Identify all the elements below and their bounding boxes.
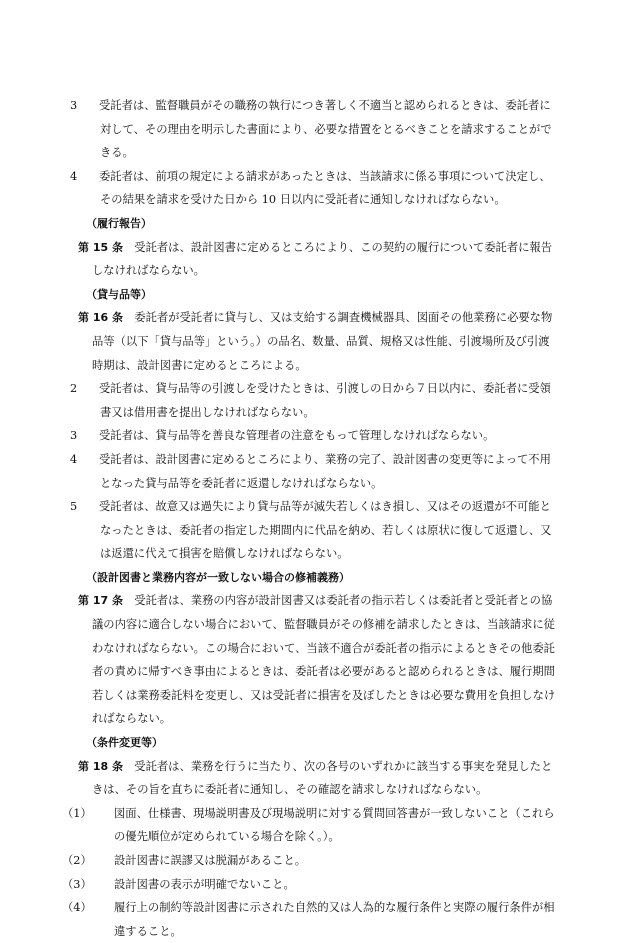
clause-number: 4: [70, 169, 78, 183]
clause-item: [70, 495, 560, 566]
article-text: 受託者は、業務を行うに当たり、次の各号のいずれかに該当する事実を発見したときは、その旨を直ちに委託者に通知し、その確認を請求しなければならない。: [92, 759, 553, 797]
clause-number: 3: [70, 429, 78, 443]
sub-item-text: 設計図書の表示が明確でないこと。: [114, 877, 295, 891]
article-text: 委託者が受託者に貸与し、又は支給する調査機械器具、図面その他業務に必要な物品等（以下「貸与品等」という。）の品名、数量、品質、規格又は性能、引渡場所及び引渡時期は、設計図書に定めるところによる。: [92, 311, 553, 372]
clause-text: 受託者は、故意又は過失により貸与品等が滅失若しくはき損し、又はその返還が不可能となったときは、委託者の指定した期間内に代品を納め、若しくは原状に復して返還し、又は返還に代えて損害を賠償しなければならない。: [99, 500, 552, 561]
article-paragraph: [78, 589, 560, 731]
clause-number: 2: [70, 382, 78, 396]
sub-item-text: 設計図書に誤謬又は脱漏があること。: [114, 854, 307, 867]
sub-item: [62, 896, 560, 943]
clause-item: [70, 165, 560, 212]
section-heading: （条件変更等）: [86, 736, 163, 750]
clause-number: 4: [70, 452, 78, 466]
clause-text: 受託者は、監督職員がその職務の執行につき著しく不適当と認められるときは、委託者に対して、その理由を明示した書面により、必要な措置をとるべきことを請求することができる。: [99, 99, 552, 160]
clause-number: 3: [70, 99, 78, 112]
sub-item-number: （1）: [62, 806, 92, 820]
sub-item: [62, 802, 560, 849]
clause-text: 受託者は、貸与品等を善良な管理者の注意をもって管理しなければならない。: [99, 429, 495, 443]
article-paragraph: [78, 306, 560, 377]
section-heading: （設計図書と業務内容が一致しない場合の修補義務）: [86, 570, 350, 584]
sub-item-number: （2）: [62, 854, 92, 867]
sub-item-text: 履行上の制約等設計図書に示された自然的又は人為的な履行条件と実際の履行条件が相違すること。: [114, 901, 555, 938]
article-label: 第 16 条: [78, 311, 123, 325]
article-label: 第 17 条: [78, 594, 123, 608]
article-text: 受託者は、業務の内容が設計図書又は委託者の指示若しくは委託者と受託者との協議の内容に適合しない場合において、監督職員がその修補を請求したときは、当該請求に従わなければならない。この場合において、当該不適合が委託者の指示によるときその他委託者の責めに帰すべき事由によるときは、委託者は必要があると認められるときは、履行期間若しくは業務委託料を変更し、又は受託者に損害を及ぼしたときは必要な費用を負担しなければならない。: [92, 594, 556, 726]
clause-item: [70, 94, 560, 165]
document-body: [62, 94, 560, 943]
clause-item: [70, 377, 560, 424]
clause-text: 受託者は、貸与品等の引渡しを受けたときは、引渡しの日から７日以内に、委託者に受領書又は借用書を提出しなければならない。: [99, 382, 551, 419]
article-label: 第 18 条: [78, 759, 123, 773]
article-label: 第 15 条: [78, 240, 123, 254]
section-heading: （履行報告）: [86, 216, 152, 230]
sub-item: [62, 873, 560, 897]
clause-text: 委託者は、前項の規定による請求があったときは、当該請求に係る事項について決定し、その結果を請求を受けた日から 10 日以内に受託者に通知しなければならない。: [99, 169, 551, 207]
sub-item-number: （3）: [62, 877, 92, 891]
clause-item: [70, 448, 560, 495]
article-paragraph: [78, 236, 560, 283]
section-heading: （貸与品等）: [86, 287, 152, 301]
clause-number: 5: [70, 500, 78, 514]
article-paragraph: [78, 755, 560, 802]
sub-item-text: 図面、仕様書、現場説明書及び現場説明に対する質問回答書が一致しないこと（これらの優先順位が定められている場合を除く。）。: [114, 806, 555, 844]
sub-item: [62, 849, 560, 873]
clause-text: 受託者は、設計図書に定めるところにより、業務の完了、設計図書の変更等によって不用となった貸与品等を委託者に返還しなければならない。: [99, 452, 551, 490]
clause-item: [70, 424, 560, 448]
sub-item-number: （4）: [62, 901, 92, 915]
article-text: 受託者は、設計図書に定めるところにより、この契約の履行について委託者に報告しなければならない。: [92, 240, 553, 278]
